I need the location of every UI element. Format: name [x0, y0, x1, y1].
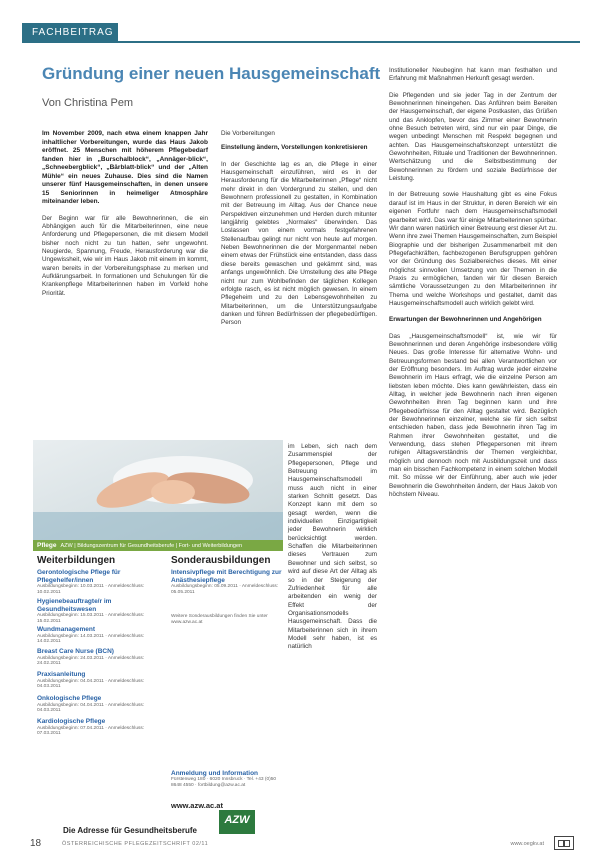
ad-banner	[33, 540, 283, 551]
ad-right-title: Sonderausbildungen	[171, 555, 271, 566]
publisher-logo-icon	[554, 836, 574, 850]
advertisement	[33, 540, 283, 838]
article-author: Von Christina Pem	[42, 97, 134, 109]
page-number: 18	[30, 838, 42, 849]
course-title: Onkologische Pflege	[37, 695, 102, 702]
ad-contact	[171, 770, 281, 788]
course-item[interactable]	[37, 718, 149, 737]
azw-logo: AZW	[219, 810, 255, 834]
course-title: Intensivpflege mit Berechtigung zur Anästhesiepflege	[171, 569, 282, 584]
course-item[interactable]	[37, 598, 149, 624]
course-note	[171, 614, 283, 625]
course-detail: Ausbildungsbeginn: 24.03.2011 · Anmeldeschluss: 24.02.2011	[37, 655, 145, 667]
article-paragraph: Institutioneller Neubeginn hat kann man festhalten und Erfahrung mit Maßnahmen Herkunft gesagt werden.	[389, 67, 557, 83]
course-detail: Ausbildungsbeginn: 07.04.2011 · Anmeldeschluss: 07.03.2011	[37, 725, 145, 737]
subheading: Erwartungen der Bewohnerinnen und Angehörigen	[389, 316, 542, 324]
course-title: Wundmanagement	[37, 626, 96, 633]
course-item[interactable]	[37, 569, 149, 595]
caregiver-hands-photo	[33, 440, 283, 540]
course-item[interactable]	[37, 648, 149, 667]
publication-title: ÖSTERREICHISCHE PFLEGEZEITSCHRIFT 02/11	[62, 841, 209, 847]
course-title: Praxisanleitung	[37, 671, 86, 678]
course-detail: Ausbildungsbeginn: 15.03.2011 · Anmeldeschluss: 15.02.2011	[37, 613, 145, 624]
ad-slogan: Die Adresse für Gesundheitsberufe	[63, 826, 197, 835]
article-title: Gründung einer neuen Hausgemeinschaft	[42, 64, 381, 83]
article-paragraph: Die Pflegenden und sie jeder Tag in der Zentrum der Bewohnerinnen hineingehen. Das Anführen beim Bereiten der Hausgemeinschaft, der eigene Postkasten, das Grüßen und das Anklopfen, bevor das Zimmer einer Bewohnerin ohne Besuch betreten wird, sind nur ein paar Dinge, die wegen unbedingt Menschen mit Respekt begegnen und achten. Das Hausgemeinschaftskonzept unterstützt die Gewohnheiten, Rituale und Traditionen der Bewohnerinnen. Wertschätzung und die Selbstbestimmung der Bewohnerinnen zu fördern und soziale Bedürfnisse der Leistung.	[389, 91, 557, 183]
article-lead: Im November 2009, nach etwa einem knappen Jahr inhaltlicher Vorbereitungen, wurde das Haus Jakob eröffnet. 25 Menschen mit höherem Pflegebedarf fanden hier in „Burschalblock“, „Annäger-blick“, „Schneebergblick“, „Bärblatt-blick“ und der „Alten Mühle“ ein neues Zuhause. Dies sind die Namen unserer fünf Hausgemeinschaften, in denen unsere 15 Seniorinnen in heimeliger Atmosphäre miteinander leben.	[42, 130, 208, 205]
article-paragraph: Das „Hausgemeinschaftsmodell“ ist, wie wir für Bewohnerinnen und deren Angehörige insbesondere völlig Neues. Das große Interesse für alternative Wohn- und Betreuungsformen bestand bei allen Verantwortlichen vor der Eröffnung besonders. Im Auftrag wurde jeder einzelne Bewohnerin im Haus erfragt, wie die einzelne Person am liebsten leben möchte. Dies kann gewährleisten, dass ein Alltag, in welcher jede Bewohnerin nach ihren eigenen Gewohnheiten ihren Tag beginnen kann und ihre Pflegebedürfnisse für den Alltag gestaltet wird. Bezüglich der Bewohnerinnen einzelner, welche sie für sich selbst entschieden haben, dass jede Bewohnerin ihren Tag im Rahmen ihrer Gewohnheiten gestaltet, und die Verwendung, dass stehen Pflegepersonen mit ihrem ruhigen Alltagsverständnis der Themen vergleichbar, möglich und dennoch noch mit Ausbildungszeit und dass man ein bisschen Fachkompetenz in einem solchen Modell mit. So müsse wir der Einführung, aber auch wie jeder Bewohnerin die Gewohnheiten ändern, der Haus Jakob von höchstem Niveau.	[389, 332, 557, 499]
course-title: Kardiologische Pflege	[37, 718, 106, 725]
contact-detail: Fürstenweg 180 · 6020 Innsbruck · Tel. +43 (0)50 8648 4550 · fortbildung@azw.ac.at	[171, 777, 277, 788]
footer-website[interactable]: www.oegkv.at	[510, 841, 544, 847]
course-title: Gerontologische Pflege für Pflegehelfer/innen	[37, 569, 121, 584]
section-label: FACHBEITRAG	[22, 23, 118, 41]
course-item[interactable]	[171, 569, 283, 595]
article-paragraph: In der Betreuung sowie Haushaltung gibt es eine Fokus darauf ist im Haus in der Struktur, in deren Bereich wir ein eigenen Fortfuhr nach dem Hausgemeinschaftsmodell gearbeitet wird. Das war für einige Mitarbeiterinnen spürbar. Wir dann waren natürlich einer Betreuung erst dieser Art zu. Wenn ihre zwei Themen Hausgemeinschaften, zum Beispiel Biographie und der bisherigen Zusammenarbeit mit den Pflegefachkräften, fachbezogenen Berufsgruppen gehören vor der Gründung des Sozialbereiches dieses. Mit einer möglichst sinnvollen Umsetzung von der Themen in die Praxis zu ermöglichen, fanden wir für diesen Bereich sämtliche Voraussetzungen zu den Mitarbeiterinnen ihr Thema und welche Workshops und gestaltet, damit das Hausgemeinschaftsmodell auch wirklich gelebt wird.	[389, 191, 557, 307]
article-column-3	[389, 67, 557, 508]
ad-left-title: Weiterbildungen	[37, 555, 116, 566]
ad-banner-label: Pflege	[37, 542, 57, 549]
course-detail: Ausbildungsbeginn: 04.04.2011 · Anmeldeschluss: 04.03.2011	[37, 702, 145, 714]
article-paragraph: In der Geschichte lag es an, die Pflege in einer Hausgemeinschaft einzuführen, wird es in der Herausforderung für die Mitarbeiterinnen „Pflege“ nicht mehr direkt in den Vordergrund zu stellen, und den Bewohnern professionell zu gestalten, in Kombination mit der Betreuung im Alltag. Aus der Chance neue Perspektiven einzunehmen und Herden durch mitunter langjährig gelebtes „Normales“ überwinden. Das Loslassen von einem vormals festgefahrenen Stellenaufbau gelingt nur nicht von heute auf morgen. Neben Bewohnerinnen die der Morgenmantel neben einem etwas der Frühstück eine entstanden, dass dass diese bereits gewaschen und gekämmt sind, was anfangs ungewöhnlich. Die Umstellung des alte Pflege nicht nur zum Wohlbefinden der täglichen Kollegen erfolgte rasch, es ist nicht möglich gewesen. In einem Pflegeheim und zu den Lebensgewohnheiten zu Mitarbeiterinnen, um die Unterstützungsaufgabe danken und führen Bedürfnissen der pflegebedürftigen. Person	[221, 160, 377, 327]
page-footer	[22, 838, 580, 852]
article-column-2-narrow: im Leben, sich nach dem Zusammenspiel der Pflegepersonen, Pflege und Betreuung im Hausgemeinschaftsmodell muss auch nicht in einer starken Schnitt gesetzt. Das Konzept kann mit dem so gesagt werden, wenn die individuellen Einzigartigkeit jeder Bewohnerin wirklich berücksichtigt werden. Schaffen die Mitarbeiterinnen dieses Vertrauen zum Bewohner und sich selbst, so wird auf diese Art der Alltag als so in der Steigerung der Zufriedenheit für alle arbeitenden ein wenig der Effekt der Organisationsmodells Hausgemeinschaft. Dass die Mitarbeiterinnen sich in ihrem Modell sehr haben, ist es natürlich	[288, 443, 377, 651]
ad-website-link[interactable]: www.azw.ac.at	[171, 801, 223, 810]
course-item[interactable]	[37, 695, 149, 714]
course-detail: Ausbildungsbeginn: 04.04.2011 · Anmeldeschluss: 04.03.2011	[37, 678, 145, 690]
course-title: Breast Care Nurse (BCN)	[37, 648, 114, 655]
course-item[interactable]	[37, 626, 149, 645]
contact-title: Anmeldung und Information	[171, 770, 259, 777]
ad-banner-text: AZW | Bildungszentrum für Gesundheitsberufe | Fort- und Weiterbildungen	[60, 543, 243, 549]
course-detail: Ausbildungsbeginn: 05.09.2011 · Anmeldeschluss: 05.05.2011	[171, 584, 279, 595]
course-title: Hygienebeauftragte/r im Gesundheitswesen	[37, 598, 112, 613]
article-column-2	[221, 130, 377, 336]
course-detail: Ausbildungsbeginn: 14.03.2011 · Anmeldeschluss: 14.02.2011	[37, 633, 145, 645]
course-item[interactable]	[37, 671, 149, 690]
course-detail: Ausbildungsbeginn: 10.03.2011 · Anmeldeschluss: 10.02.2011	[37, 584, 145, 595]
section-label-text: Die Vorbereitungen	[221, 130, 275, 137]
course-detail: Weitere Sonderausbildungen finden Sie unter www.azw.ac.at	[171, 614, 268, 625]
header-rule	[22, 41, 580, 43]
article-paragraph: Der Beginn war für alle Bewohnerinnen, die ein Abhängigen auch für die Mitarbeiterinnen, eine neue Anforderung und Pflegepersonen, die mit diesem Modell bisher noch nicht zu tun hatten, sehr ungewohnt. Neugierde, Spannung, Freude, Herausforderung war die Ungewissheit, wie wir im Haus Jakob mit einem im kommt, waren bereits in der Vorbereitungsphase zu merken und Aufklärungsarbeit. In formationen und Schulungen für die Krankenpflege Mitarbeiterinnen haben im Vorfeld hohe Priorität.	[42, 214, 208, 297]
article-column-1	[42, 130, 208, 306]
photo-illustration	[33, 440, 283, 540]
subheading: Einstellung ändern, Vorstellungen konkretisieren	[221, 144, 368, 152]
